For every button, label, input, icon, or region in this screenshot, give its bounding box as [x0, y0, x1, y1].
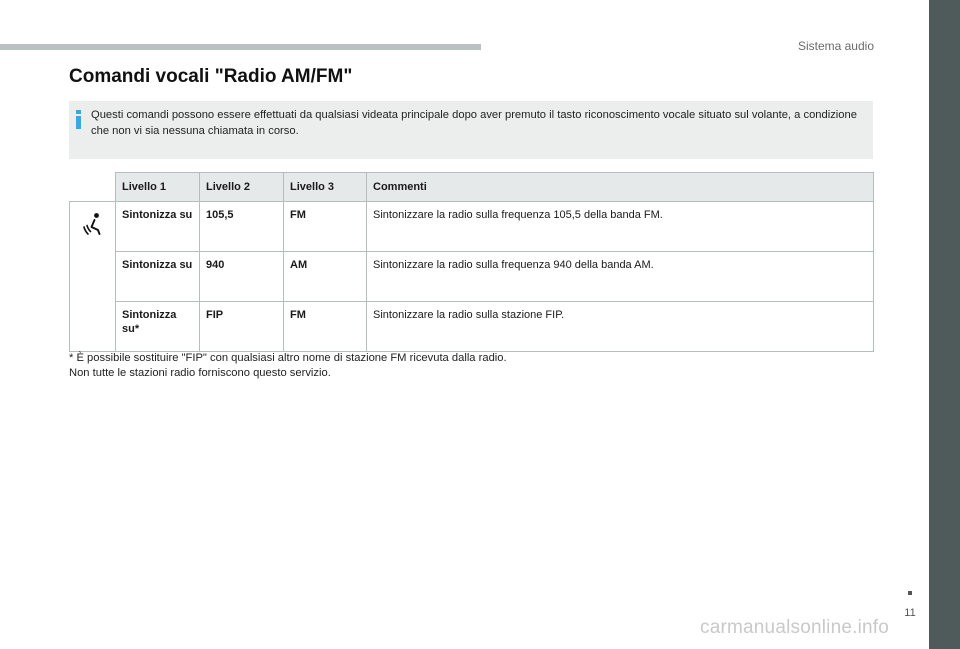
- footnote-line-1: * È possibile sostituire "FIP" con qualsiasi altro nome di stazione FM ricevuta dalla radio.: [69, 352, 507, 364]
- info-icon: [76, 110, 81, 129]
- page-number: 11: [904, 607, 916, 619]
- page-marker: [908, 591, 912, 595]
- cell-comment: Sintonizzare la radio sulla stazione FIP.: [367, 302, 874, 352]
- icon-cell: [70, 202, 116, 352]
- col-header-level-3: Livello 3: [284, 173, 367, 202]
- table-corner: [70, 173, 116, 202]
- voice-command-icon: [81, 212, 105, 236]
- cell-level-1: Sintonizza su*: [116, 302, 200, 352]
- cell-level-1: Sintonizza su: [116, 202, 200, 252]
- header-rule: [0, 44, 481, 50]
- cell-level-3: AM: [284, 252, 367, 302]
- section-label: Sistema audio: [797, 39, 874, 53]
- info-text: Questi comandi possono essere effettuati da qualsiasi videata principale dopo aver premuto il tasto riconoscimento vocale situato sul volante, a condizione che non vi sia nessuna chiamata in corso.: [91, 109, 857, 137]
- col-header-level-1: Livello 1: [116, 173, 200, 202]
- col-header-level-2: Livello 2: [200, 173, 284, 202]
- cell-level-3: FM: [284, 202, 367, 252]
- table-row: [70, 202, 874, 252]
- cell-level-2: FIP: [200, 302, 284, 352]
- info-box: [69, 101, 873, 159]
- cell-level-2: 940: [200, 252, 284, 302]
- table-header-row: [70, 173, 874, 202]
- voice-commands-table: [69, 172, 874, 352]
- watermark: carmanualsonline.info: [700, 617, 890, 638]
- table-row: [70, 302, 874, 352]
- col-header-comments: Commenti: [367, 173, 874, 202]
- side-tab-bar: [929, 0, 960, 649]
- cell-level-2: 105,5: [200, 202, 284, 252]
- page-title: Comandi vocali "Radio AM/FM": [69, 66, 353, 87]
- cell-comment: Sintonizzare la radio sulla frequenza 105,5 della banda FM.: [367, 202, 874, 252]
- footnote-line-2: Non tutte le stazioni radio forniscono questo servizio.: [69, 367, 331, 379]
- cell-comment: Sintonizzare la radio sulla frequenza 940 della banda AM.: [367, 252, 874, 302]
- cell-level-1: Sintonizza su: [116, 252, 200, 302]
- cell-level-3: FM: [284, 302, 367, 352]
- footnote: [69, 351, 507, 381]
- table-row: [70, 252, 874, 302]
